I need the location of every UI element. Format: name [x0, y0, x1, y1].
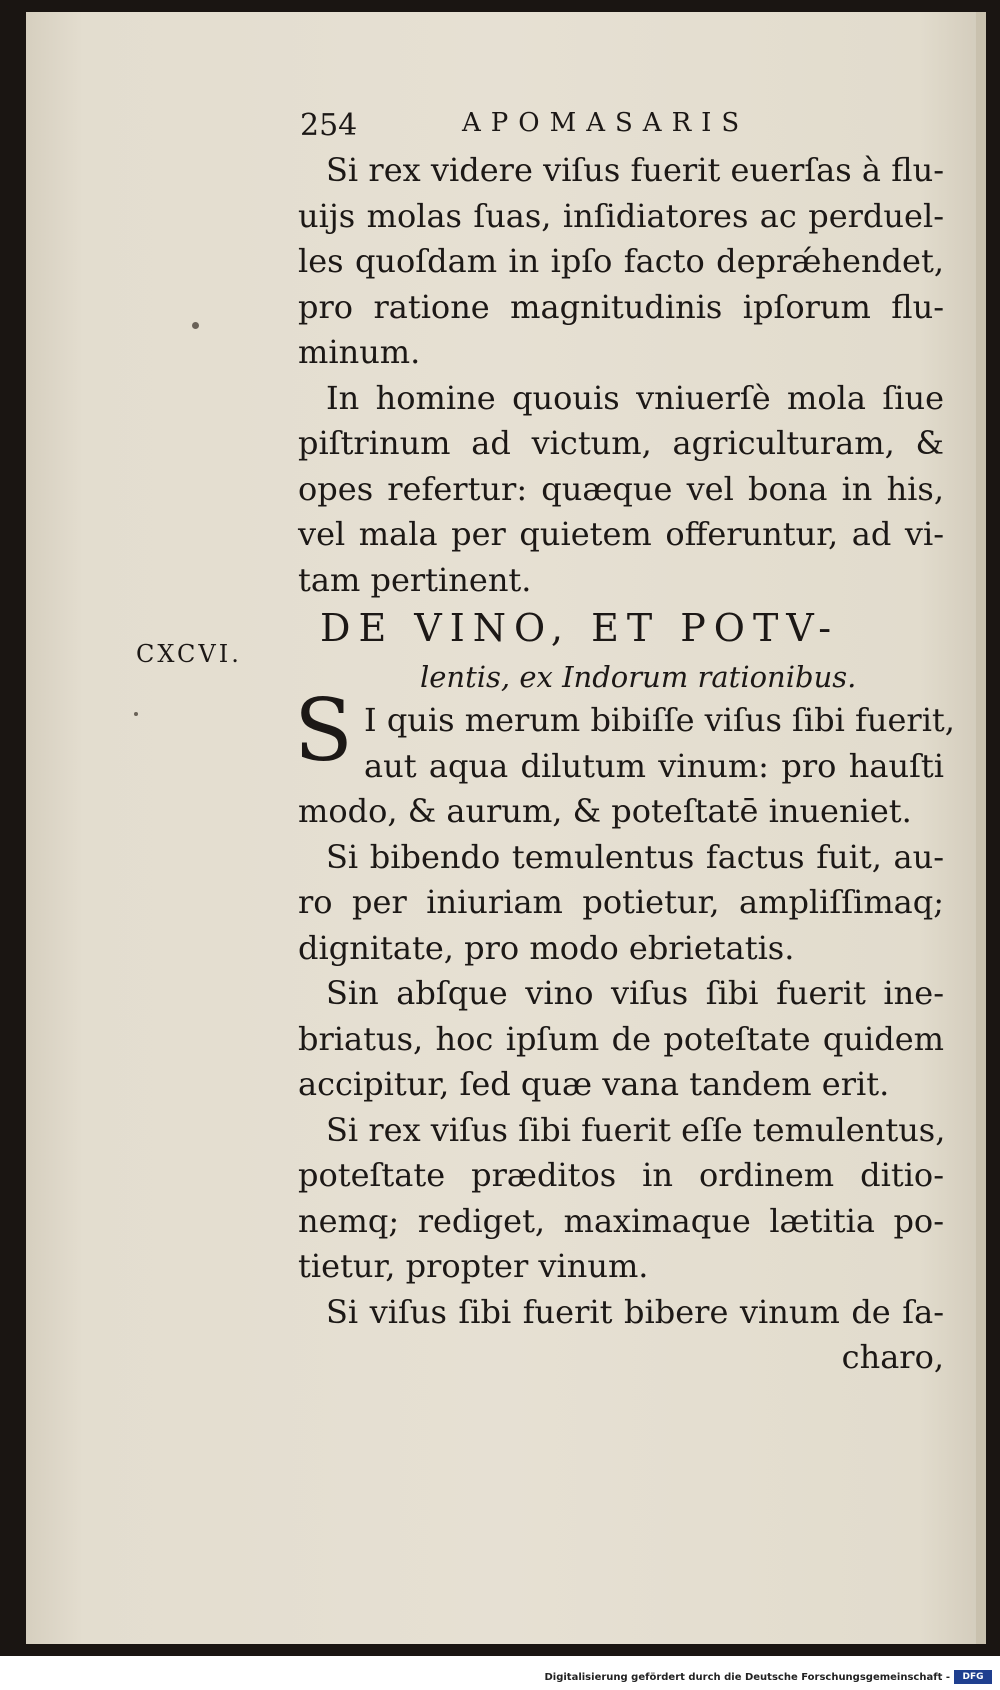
page-speck: [134, 712, 138, 716]
running-head: APOMASARIS: [462, 108, 750, 138]
digitization-credit: Digitalisierung gefördert durch die Deutsche Forschungsgemeinschaft -: [544, 1672, 950, 1683]
text-line: pro ratione magnitudinis ipſorum flu-: [298, 287, 944, 326]
section1-text: [298, 148, 944, 603]
text-line: uijs molas ſuas, inſidiatores ac perduel-: [298, 196, 944, 235]
text-line: Si rex videre viſus fuerit euerſas à flu-: [326, 151, 944, 189]
text-line: tietur, propter vinum.: [298, 1247, 649, 1285]
text-line: charo,: [841, 1338, 944, 1376]
page-header: [300, 108, 820, 148]
text-line: ro per iniuriam potietur, ampliſſimaq;: [298, 883, 944, 921]
text-line: vel mala per quietem offeruntur, ad vi-: [298, 515, 944, 553]
text-line: opes refertur: quæque vel bona in his,: [298, 469, 944, 508]
text-line: piſtrinum ad victum, agriculturam, &: [298, 424, 944, 462]
page-number: 254: [300, 108, 358, 143]
chapter-heading: DE VINO, ET POTV-: [320, 606, 840, 650]
text-line: poteſtate præditos in ordinem ditio-: [298, 1156, 944, 1194]
page-speck: [192, 322, 199, 329]
section2-text: [298, 698, 955, 1381]
dfg-logo-icon: DFG: [954, 1670, 992, 1684]
text-line: Si viſus ſibi fuerit bibere vinum de ſa-: [326, 1292, 944, 1331]
text-line: accipitur, ſed quæ vana tandem erit.: [298, 1065, 890, 1103]
drop-initial: S: [294, 681, 353, 781]
text-line: dignitate, pro modo ebrietatis.: [298, 928, 795, 967]
text-line: Sin abſque vino viſus ſibi fuerit ine-: [326, 974, 944, 1012]
text-line: briatus, hoc ipſum de poteſtate quidem: [298, 1019, 944, 1058]
text-line: les quoſdam in ipſo facto deprǽhendet,: [298, 242, 944, 280]
text-line: minum.: [298, 333, 421, 371]
text-line: I quis merum bibiſſe viſus ſibi fuerit,: [364, 701, 955, 739]
text-line: aut aqua dilutum vinum: pro hauſti: [364, 746, 944, 785]
text-line: Si rex viſus ſibi fuerit eſſe temulentus,: [326, 1110, 946, 1149]
chapter-subheading: lentis, ex Indorum rationibus.: [420, 660, 857, 694]
text-line: tam pertinent.: [298, 560, 532, 599]
text-line: modo, & aurum, & poteſtatē inueniet.: [298, 792, 912, 830]
text-line: In homine quouis vniuerſè mola ſiue: [326, 378, 944, 417]
text-line: Si bibendo temulentus factus fuit, au-: [326, 837, 944, 876]
margin-chapter-number: CXCVI.: [136, 640, 242, 668]
text-line: nemq; rediget, maximaque lætitia po-: [298, 1201, 944, 1240]
